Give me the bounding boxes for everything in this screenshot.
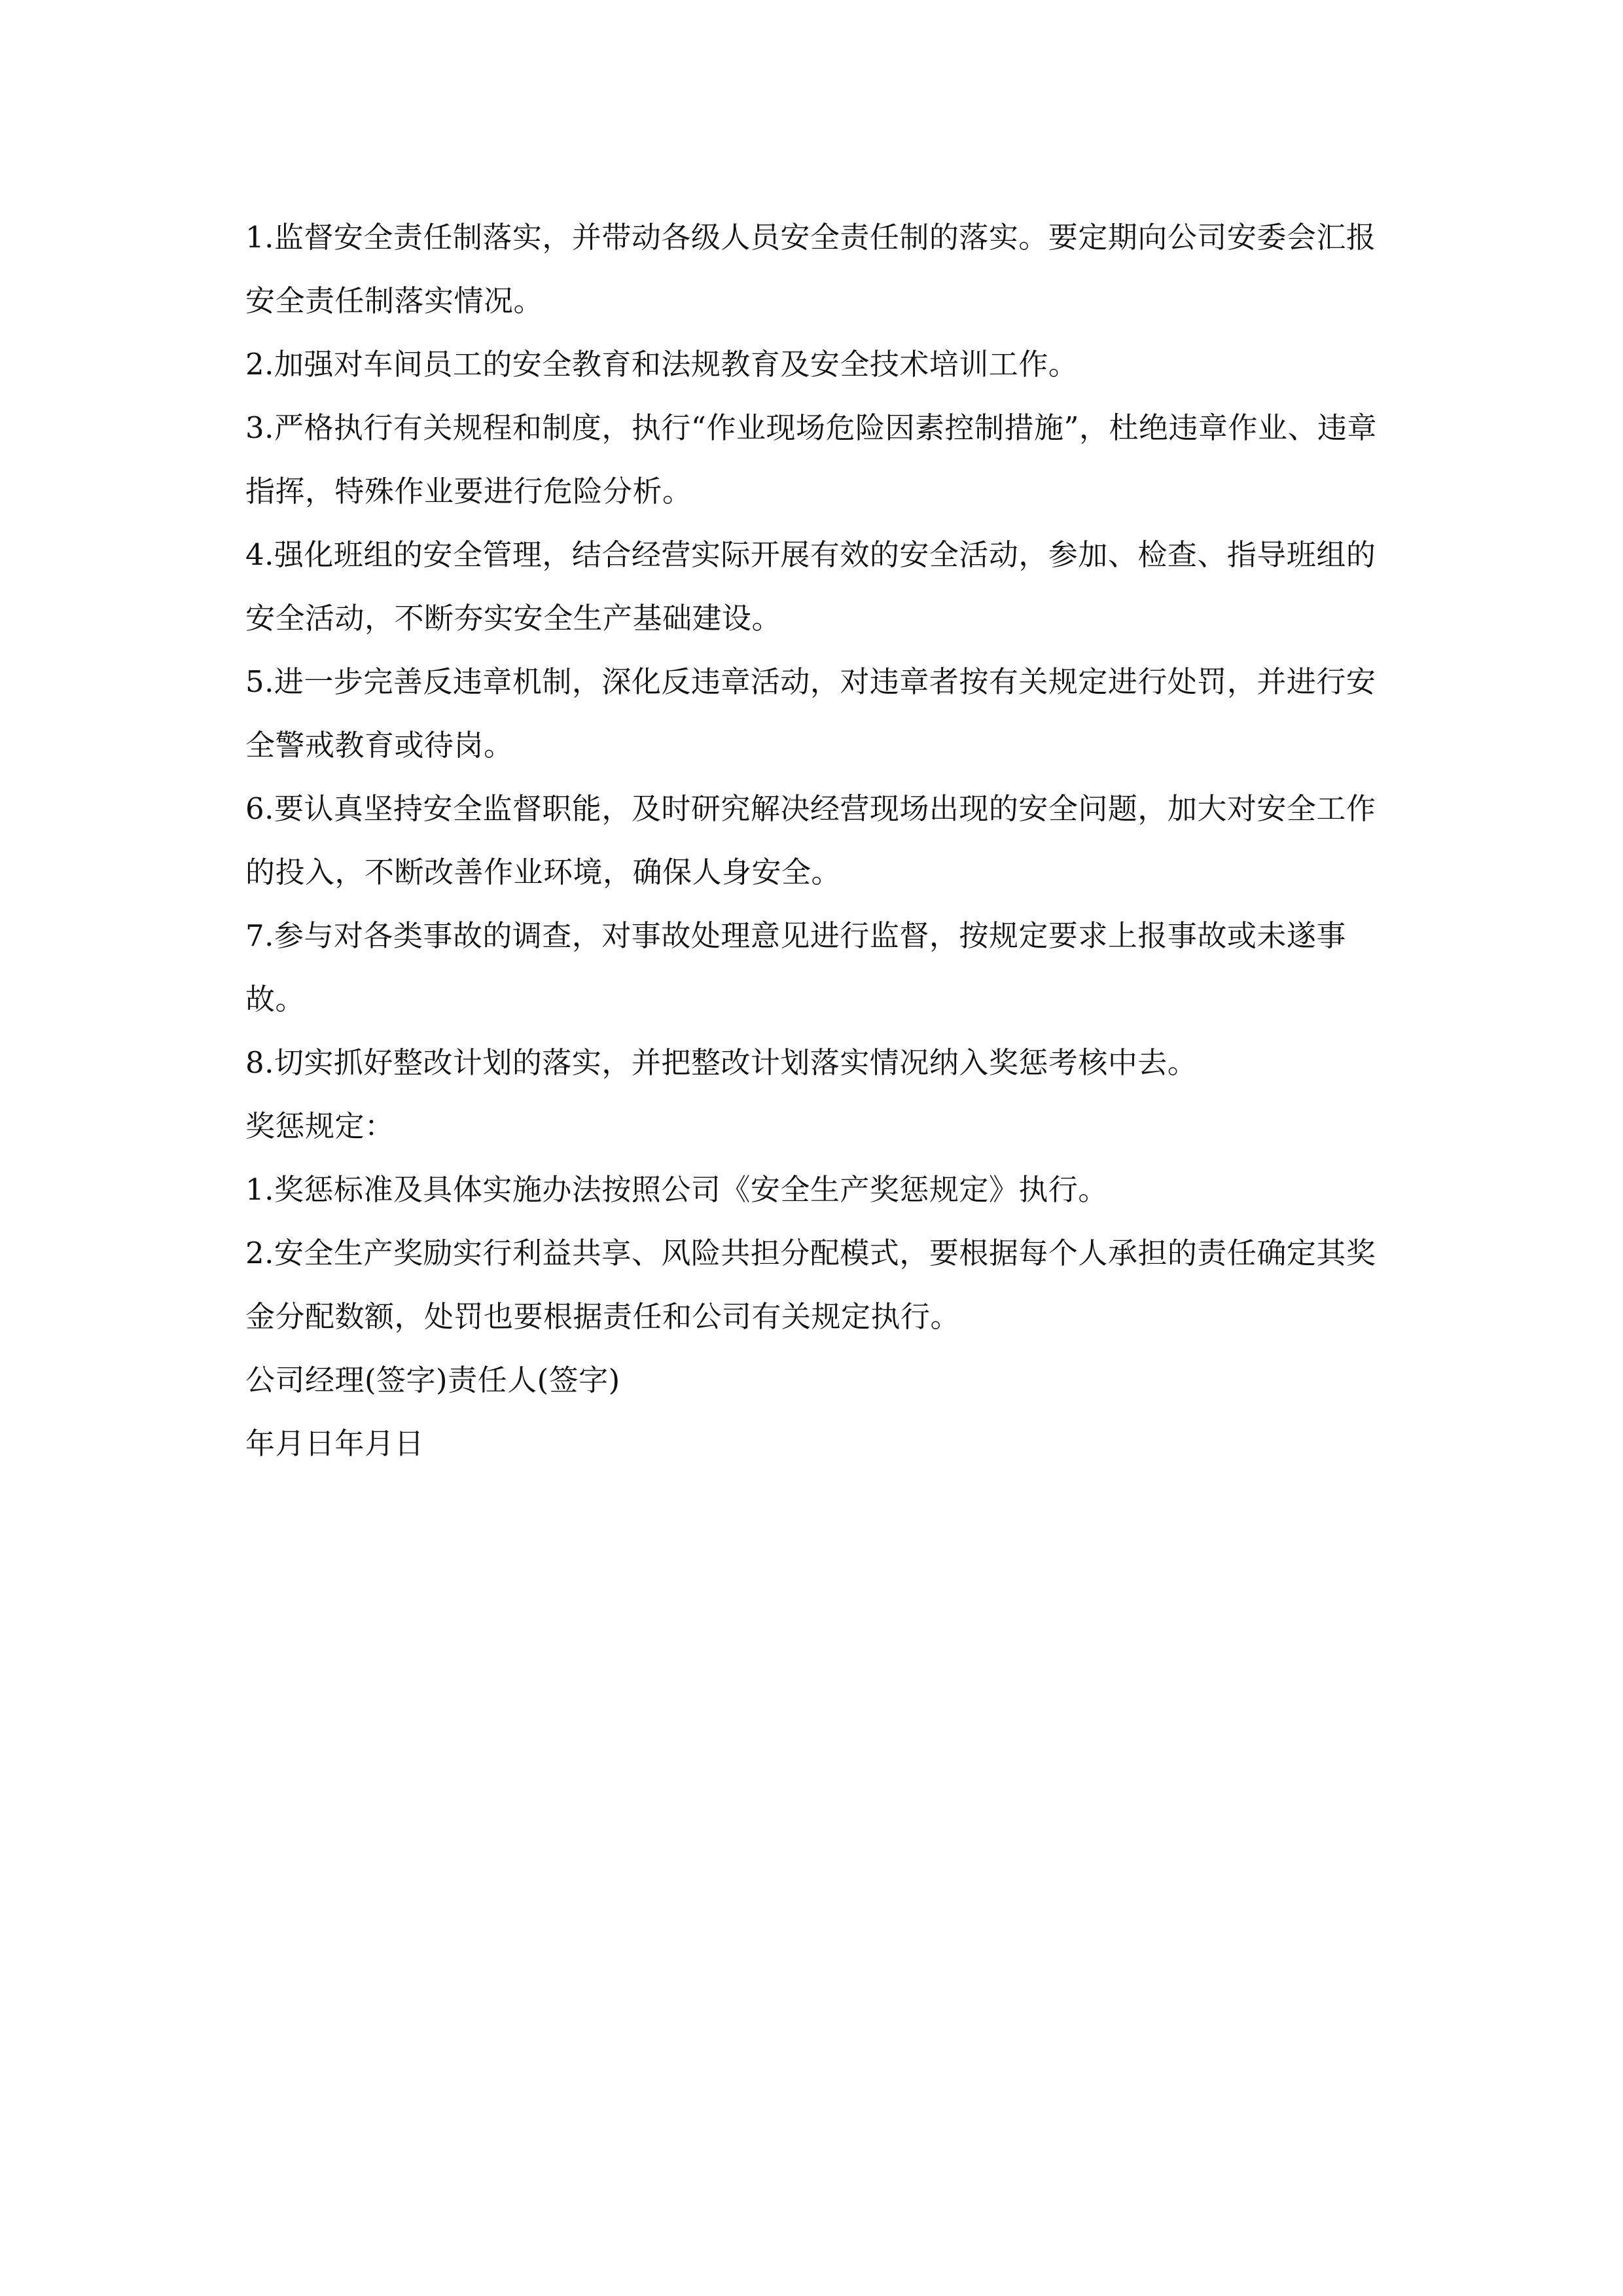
- responsibility-item-4: 4.强化班组的安全管理，结合经营实际开展有效的安全活动，参加、检查、指导班组的安全活动，不断夯实安全生产基础建设。: [245, 537, 1376, 636]
- signature-line: 公司经理(签字)责任人(签字): [245, 1363, 620, 1397]
- document-body: [245, 206, 1381, 1475]
- responsibility-item-3: 3.严格执行有关规程和制度，执行“作业现场危险因素控制措施”，杜绝违章作业、违章指挥，特殊作业要进行危险分析。: [245, 410, 1377, 509]
- rewards-heading: 奖惩规定：: [245, 1109, 395, 1143]
- responsibility-item-2: 2.加强对车间员工的安全教育和法规教育及安全技术培训工作。: [245, 347, 1079, 382]
- reward-item-2: 2.安全生产奖励实行利益共享、风险共担分配模式，要根据每个人承担的责任确定其奖金分配数额，处罚也要根据责任和公司有关规定执行。: [245, 1236, 1376, 1334]
- reward-item-1: 1.奖惩标准及具体实施办法按照公司《安全生产奖惩规定》执行。: [245, 1172, 1108, 1207]
- responsibility-item-7: 7.参与对各类事故的调查，对事故处理意见进行监督，按规定要求上报事故或未遂事故。: [245, 918, 1346, 1016]
- responsibility-item-5: 5.进一步完善反违章机制，深化反违章活动，对违章者按有关规定进行处罚，并进行安全警戒教育或待岗。: [245, 664, 1376, 762]
- responsibility-item-8: 8.切实抓好整改计划的落实，并把整改计划落实情况纳入奖惩考核中去。: [245, 1045, 1198, 1080]
- responsibility-item-1: 1.监督安全责任制落实，并带动各级人员安全责任制的落实。要定期向公司安委会汇报安全责任制落实情况。: [245, 220, 1376, 318]
- date-line: 年月日年月日: [245, 1426, 425, 1461]
- responsibility-item-6: 6.要认真坚持安全监督职能，及时研究解决经营现场出现的安全问题，加大对安全工作的投入，不断改善作业环境，确保人身安全。: [245, 791, 1376, 889]
